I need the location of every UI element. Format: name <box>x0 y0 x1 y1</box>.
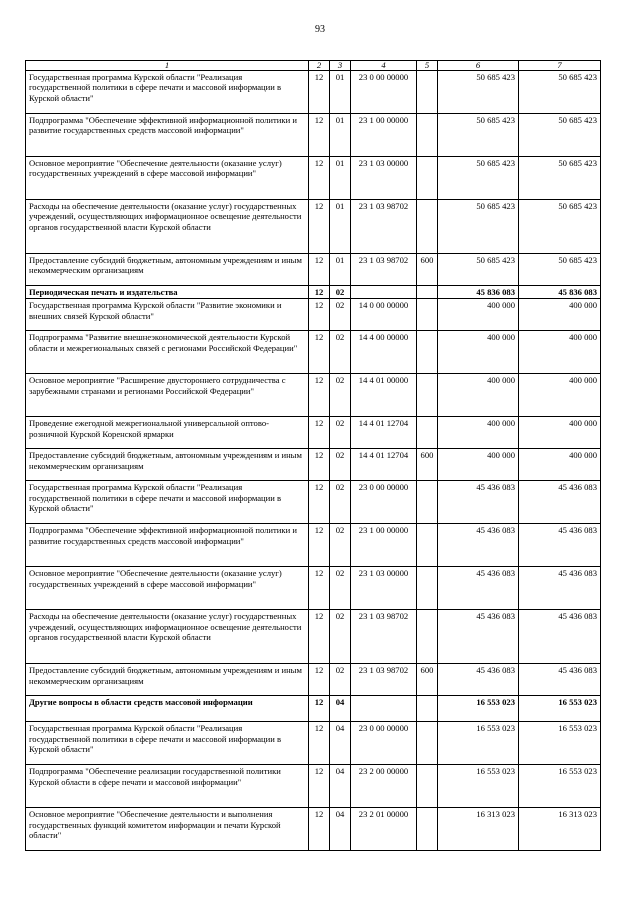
column-header: 6 <box>438 61 519 71</box>
row-name-cell: Расходы на обеспечение деятельности (оказание услуг) государственных учреждений, осуществляющих информационное освещение деятельности органов государственной власти Курской области <box>26 610 309 664</box>
expense-type-cell <box>417 808 438 851</box>
row-name-cell: Предоставление субсидий бюджетным, автономным учреждениям и иным некоммерческим организациям <box>26 449 309 481</box>
row-name-cell: Подпрограмма "Обеспечение реализации государственной политики Курской области в сфере печати и массовой информации" <box>26 765 309 808</box>
amount-year2-cell: 45 436 083 <box>519 664 601 696</box>
expense-type-cell <box>417 722 438 765</box>
table-row <box>26 449 601 481</box>
target-article-cell: 23 1 03 98702 <box>351 610 417 664</box>
row-name-cell: Подпрограмма "Обеспечение эффективной информационной политики и развитие государственных средств массовой информации" <box>26 114 309 157</box>
subsection-code-cell: 04 <box>330 696 351 722</box>
amount-year2-cell: 16 553 023 <box>519 722 601 765</box>
section-code-cell: 12 <box>309 722 330 765</box>
row-name-cell: Основное мероприятие "Обеспечение деятельности (оказание услуг) государственных учреждений в сфере массовой информации" <box>26 567 309 610</box>
row-name-cell: Подпрограмма "Обеспечение эффективной информационной политики и развитие государственных средств массовой информации" <box>26 524 309 567</box>
section-code-cell: 12 <box>309 765 330 808</box>
amount-year1-cell: 50 685 423 <box>438 200 519 254</box>
expense-type-cell <box>417 374 438 417</box>
amount-year1-cell: 50 685 423 <box>438 71 519 114</box>
subsection-code-cell: 02 <box>330 524 351 567</box>
table-section-row <box>26 286 601 299</box>
amount-year1-cell: 45 436 083 <box>438 524 519 567</box>
table-row <box>26 157 601 200</box>
amount-year2-cell: 45 436 083 <box>519 481 601 524</box>
row-name-cell: Проведение ежегодной межрегиональной универсальной оптово-розничной Курской Коренской ярмарки <box>26 417 309 449</box>
amount-year1-cell: 16 553 023 <box>438 765 519 808</box>
column-header: 4 <box>351 61 417 71</box>
expense-type-cell: 600 <box>417 449 438 481</box>
subsection-code-cell: 01 <box>330 200 351 254</box>
amount-year1-cell: 45 836 083 <box>438 286 519 299</box>
table-row <box>26 254 601 286</box>
subsection-code-cell: 02 <box>330 331 351 374</box>
target-article-cell: 23 2 01 00000 <box>351 808 417 851</box>
row-name-cell: Основное мероприятие "Обеспечение деятельности и выполнения государственных функций комитетом информации и печати Курской области" <box>26 808 309 851</box>
subsection-code-cell: 01 <box>330 114 351 157</box>
table-row <box>26 524 601 567</box>
target-article-cell: 23 1 03 98702 <box>351 254 417 286</box>
target-article-cell: 14 4 01 00000 <box>351 374 417 417</box>
section-code-cell: 12 <box>309 254 330 286</box>
section-code-cell: 12 <box>309 374 330 417</box>
subsection-code-cell: 02 <box>330 610 351 664</box>
table-row <box>26 299 601 331</box>
amount-year2-cell: 45 836 083 <box>519 286 601 299</box>
amount-year2-cell: 50 685 423 <box>519 157 601 200</box>
target-article-cell: 23 0 00 00000 <box>351 71 417 114</box>
column-header: 5 <box>417 61 438 71</box>
amount-year1-cell: 16 553 023 <box>438 696 519 722</box>
amount-year1-cell: 45 436 083 <box>438 481 519 524</box>
target-article-cell: 14 4 00 00000 <box>351 331 417 374</box>
page-number: 93 <box>315 24 325 35</box>
expense-type-cell <box>417 200 438 254</box>
table-row <box>26 331 601 374</box>
amount-year2-cell: 400 000 <box>519 449 601 481</box>
amount-year1-cell: 400 000 <box>438 331 519 374</box>
expense-type-cell <box>417 765 438 808</box>
target-article-cell: 23 0 00 00000 <box>351 481 417 524</box>
row-name-cell: Основное мероприятие "Расширение двустороннего сотрудничества с зарубежными странами и регионами Российской Федерации" <box>26 374 309 417</box>
subsection-code-cell: 02 <box>330 417 351 449</box>
table-row <box>26 114 601 157</box>
table-row <box>26 417 601 449</box>
subsection-code-cell: 02 <box>330 481 351 524</box>
column-number-header-row <box>26 61 601 71</box>
target-article-cell: 23 1 03 00000 <box>351 157 417 200</box>
section-code-cell: 12 <box>309 286 330 299</box>
section-code-cell: 12 <box>309 696 330 722</box>
row-name-cell: Другие вопросы в области средств массовой информации <box>26 696 309 722</box>
row-name-cell: Предоставление субсидий бюджетным, автономным учреждениям и иным некоммерческим организациям <box>26 254 309 286</box>
section-code-cell: 12 <box>309 524 330 567</box>
expense-type-cell <box>417 286 438 299</box>
section-code-cell: 12 <box>309 664 330 696</box>
section-code-cell: 12 <box>309 481 330 524</box>
target-article-cell <box>351 286 417 299</box>
subsection-code-cell: 04 <box>330 722 351 765</box>
amount-year1-cell: 400 000 <box>438 299 519 331</box>
row-name-cell: Подпрограмма "Развитие внешнеэкономической деятельности Курской области и межрегиональных связей с регионами Российской Федерации" <box>26 331 309 374</box>
amount-year1-cell: 400 000 <box>438 449 519 481</box>
amount-year2-cell: 50 685 423 <box>519 114 601 157</box>
target-article-cell: 23 0 00 00000 <box>351 722 417 765</box>
subsection-code-cell: 01 <box>330 157 351 200</box>
target-article-cell: 14 4 01 12704 <box>351 449 417 481</box>
expense-type-cell <box>417 481 438 524</box>
amount-year1-cell: 16 313 023 <box>438 808 519 851</box>
amount-year2-cell: 50 685 423 <box>519 254 601 286</box>
amount-year1-cell: 50 685 423 <box>438 254 519 286</box>
expense-type-cell: 600 <box>417 664 438 696</box>
table-row <box>26 765 601 808</box>
expense-type-cell: 600 <box>417 254 438 286</box>
table-row <box>26 722 601 765</box>
expense-type-cell <box>417 71 438 114</box>
amount-year2-cell: 400 000 <box>519 299 601 331</box>
table-row <box>26 808 601 851</box>
amount-year1-cell: 45 436 083 <box>438 664 519 696</box>
target-article-cell: 14 0 00 00000 <box>351 299 417 331</box>
amount-year2-cell: 16 553 023 <box>519 696 601 722</box>
section-code-cell: 12 <box>309 157 330 200</box>
section-code-cell: 12 <box>309 449 330 481</box>
expense-type-cell <box>417 114 438 157</box>
target-article-cell: 23 1 03 98702 <box>351 200 417 254</box>
target-article-cell <box>351 696 417 722</box>
budget-table <box>25 60 601 851</box>
row-name-cell: Государственная программа Курской области "Развитие экономики и внешних связей Курской области" <box>26 299 309 331</box>
table-row <box>26 71 601 114</box>
row-name-cell: Основное мероприятие "Обеспечение деятельности (оказание услуг) государственных учреждений в сфере массовой информации" <box>26 157 309 200</box>
column-header: 1 <box>26 61 309 71</box>
amount-year2-cell: 400 000 <box>519 417 601 449</box>
table-row <box>26 481 601 524</box>
expense-type-cell <box>417 610 438 664</box>
section-code-cell: 12 <box>309 331 330 374</box>
expense-type-cell <box>417 524 438 567</box>
amount-year2-cell: 16 313 023 <box>519 808 601 851</box>
target-article-cell: 14 4 01 12704 <box>351 417 417 449</box>
column-header: 7 <box>519 61 601 71</box>
amount-year2-cell: 400 000 <box>519 331 601 374</box>
row-name-cell: Расходы на обеспечение деятельности (оказание услуг) государственных учреждений, осуществляющих информационное освещение деятельности органов государственной власти Курской области <box>26 200 309 254</box>
row-name-cell: Государственная программа Курской области "Реализация государственной политики в сфере печати и массовой информации в Курской области" <box>26 71 309 114</box>
expense-type-cell <box>417 567 438 610</box>
subsection-code-cell: 02 <box>330 449 351 481</box>
subsection-code-cell: 01 <box>330 254 351 286</box>
amount-year1-cell: 45 436 083 <box>438 610 519 664</box>
amount-year2-cell: 45 436 083 <box>519 567 601 610</box>
amount-year2-cell: 50 685 423 <box>519 71 601 114</box>
subsection-code-cell: 02 <box>330 299 351 331</box>
row-name-cell: Периодическая печать и издательства <box>26 286 309 299</box>
amount-year1-cell: 400 000 <box>438 417 519 449</box>
expense-type-cell <box>417 157 438 200</box>
subsection-code-cell: 01 <box>330 71 351 114</box>
target-article-cell: 23 1 00 00000 <box>351 114 417 157</box>
amount-year2-cell: 45 436 083 <box>519 524 601 567</box>
table-section-row <box>26 696 601 722</box>
section-code-cell: 12 <box>309 71 330 114</box>
amount-year2-cell: 400 000 <box>519 374 601 417</box>
expense-type-cell <box>417 331 438 374</box>
section-code-cell: 12 <box>309 610 330 664</box>
column-header: 2 <box>309 61 330 71</box>
row-name-cell: Предоставление субсидий бюджетным, автономным учреждениям и иным некоммерческим организациям <box>26 664 309 696</box>
amount-year1-cell: 50 685 423 <box>438 157 519 200</box>
row-name-cell: Государственная программа Курской области "Реализация государственной политики в сфере печати и массовой информации в Курской области" <box>26 722 309 765</box>
amount-year2-cell: 45 436 083 <box>519 610 601 664</box>
expense-type-cell <box>417 299 438 331</box>
target-article-cell: 23 2 00 00000 <box>351 765 417 808</box>
subsection-code-cell: 02 <box>330 664 351 696</box>
section-code-cell: 12 <box>309 567 330 610</box>
row-name-cell: Государственная программа Курской области "Реализация государственной политики в сфере печати и массовой информации в Курской области" <box>26 481 309 524</box>
amount-year1-cell: 16 553 023 <box>438 722 519 765</box>
section-code-cell: 12 <box>309 200 330 254</box>
table-row <box>26 200 601 254</box>
expense-type-cell <box>417 417 438 449</box>
subsection-code-cell: 04 <box>330 808 351 851</box>
amount-year1-cell: 45 436 083 <box>438 567 519 610</box>
subsection-code-cell: 02 <box>330 374 351 417</box>
table-row <box>26 374 601 417</box>
section-code-cell: 12 <box>309 299 330 331</box>
section-code-cell: 12 <box>309 808 330 851</box>
subsection-code-cell: 04 <box>330 765 351 808</box>
target-article-cell: 23 1 00 00000 <box>351 524 417 567</box>
table-row <box>26 567 601 610</box>
table-row <box>26 610 601 664</box>
column-header: 3 <box>330 61 351 71</box>
amount-year1-cell: 400 000 <box>438 374 519 417</box>
amount-year2-cell: 50 685 423 <box>519 200 601 254</box>
subsection-code-cell: 02 <box>330 567 351 610</box>
target-article-cell: 23 1 03 00000 <box>351 567 417 610</box>
subsection-code-cell: 02 <box>330 286 351 299</box>
section-code-cell: 12 <box>309 417 330 449</box>
table-row <box>26 664 601 696</box>
amount-year1-cell: 50 685 423 <box>438 114 519 157</box>
target-article-cell: 23 1 03 98702 <box>351 664 417 696</box>
expense-type-cell <box>417 696 438 722</box>
section-code-cell: 12 <box>309 114 330 157</box>
amount-year2-cell: 16 553 023 <box>519 765 601 808</box>
